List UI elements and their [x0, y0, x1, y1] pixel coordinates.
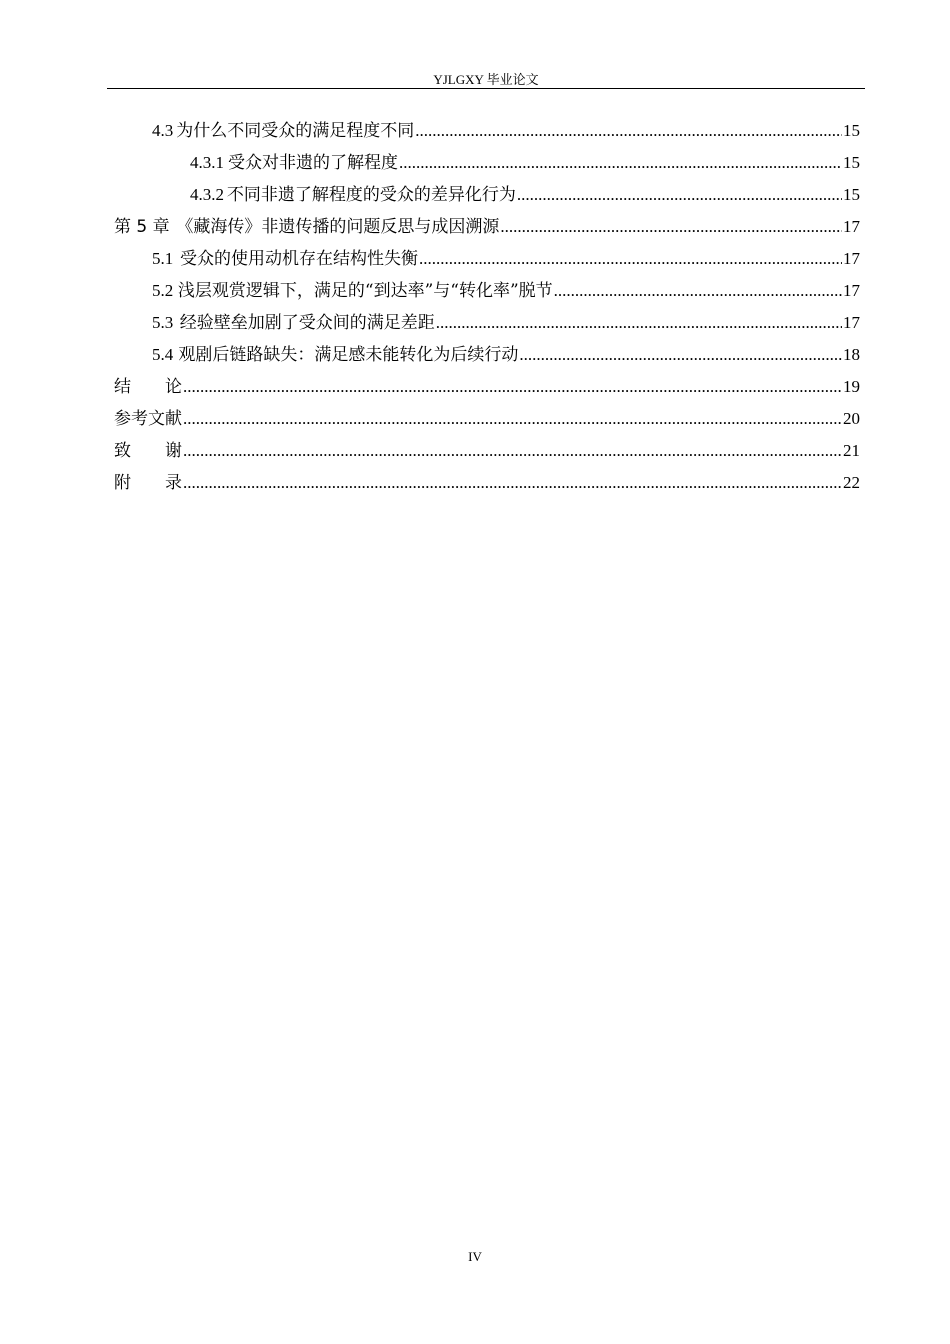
toc-leader	[183, 377, 842, 397]
toc-entry-title: 不同非遗了解程度的受众的差异化行为	[226, 185, 516, 205]
toc-entry[interactable]	[114, 468, 860, 500]
toc-entry-page: 17	[843, 249, 860, 268]
toc-entry-number: 4.3	[152, 121, 174, 140]
toc-entry-page: 21	[843, 441, 860, 460]
toc-entry-title: 《藏海传》非遗传播的问题反思与成因溯源	[176, 217, 500, 237]
toc-entry-title: 观剧后链路缺失：满足感未能转化为后续行动	[178, 345, 519, 365]
toc-leader	[399, 153, 842, 173]
toc-entry-page: 15	[843, 185, 860, 204]
toc-entry[interactable]	[114, 372, 860, 404]
toc-entry[interactable]	[190, 148, 860, 180]
running-header: YJLGXY 毕业论文	[433, 72, 539, 87]
toc-entry-title: 参考文献	[114, 409, 182, 429]
toc-entry-title: 浅层观赏逻辑下，满足的“到达率”与“转化率”脱节	[177, 281, 553, 301]
toc-entry[interactable]	[152, 340, 860, 372]
toc-entry-title: 为什么不同受众的满足程度不同	[176, 121, 415, 141]
toc-entry-title: 经验壁垒加剧了受众间的满足差距	[179, 313, 435, 333]
toc-entry-number: 5.4	[152, 345, 174, 364]
toc-entry[interactable]	[152, 116, 860, 148]
toc-entry-page: 22	[843, 473, 860, 492]
toc-leader	[436, 313, 842, 333]
toc-entry-title: 附 录	[114, 473, 182, 493]
toc-entry[interactable]	[114, 436, 860, 468]
toc-entry-number: 5.3	[152, 313, 174, 332]
toc-leader	[415, 121, 842, 141]
toc-entry-page: 18	[843, 345, 860, 364]
toc-entry-page: 17	[843, 313, 860, 332]
toc-entry-title: 结 论	[114, 377, 182, 397]
toc-leader	[183, 473, 842, 493]
toc-leader	[519, 345, 842, 365]
toc-entry[interactable]	[152, 244, 860, 276]
toc-entry-page: 19	[843, 377, 860, 396]
toc-leader	[183, 441, 842, 461]
toc-entry-number: 5.2	[152, 281, 174, 300]
toc-entry-title: 受众的使用动机存在结构性失衡	[180, 249, 419, 269]
toc-entry-page: 15	[843, 121, 860, 140]
toc-entry-number: 4.3.1	[190, 153, 224, 172]
toc-entry[interactable]	[114, 212, 860, 244]
toc-leader	[554, 281, 842, 301]
toc-leader	[517, 185, 842, 205]
toc-entry-page: 17	[843, 217, 860, 236]
toc-entry-page: 20	[843, 409, 860, 428]
toc-entry[interactable]	[152, 276, 860, 308]
toc-entry-number: 4.3.2	[190, 185, 224, 204]
toc-leader	[183, 409, 842, 429]
header-rule	[107, 88, 865, 89]
toc-entry-number: 第 5 章	[114, 217, 170, 237]
toc-entry-number: 5.1	[152, 249, 174, 268]
toc-entry-title: 受众对非遗的了解程度	[227, 153, 398, 173]
toc-entry-title: 致 谢	[114, 441, 182, 461]
page-number: IV	[468, 1249, 482, 1264]
toc-entry[interactable]	[152, 308, 860, 340]
toc-leader	[500, 217, 842, 237]
toc-entry[interactable]	[190, 180, 860, 212]
toc-entry[interactable]	[114, 404, 860, 436]
toc-entry-page: 17	[843, 281, 860, 300]
toc-entry-page: 15	[843, 153, 860, 172]
toc-leader	[419, 249, 842, 269]
